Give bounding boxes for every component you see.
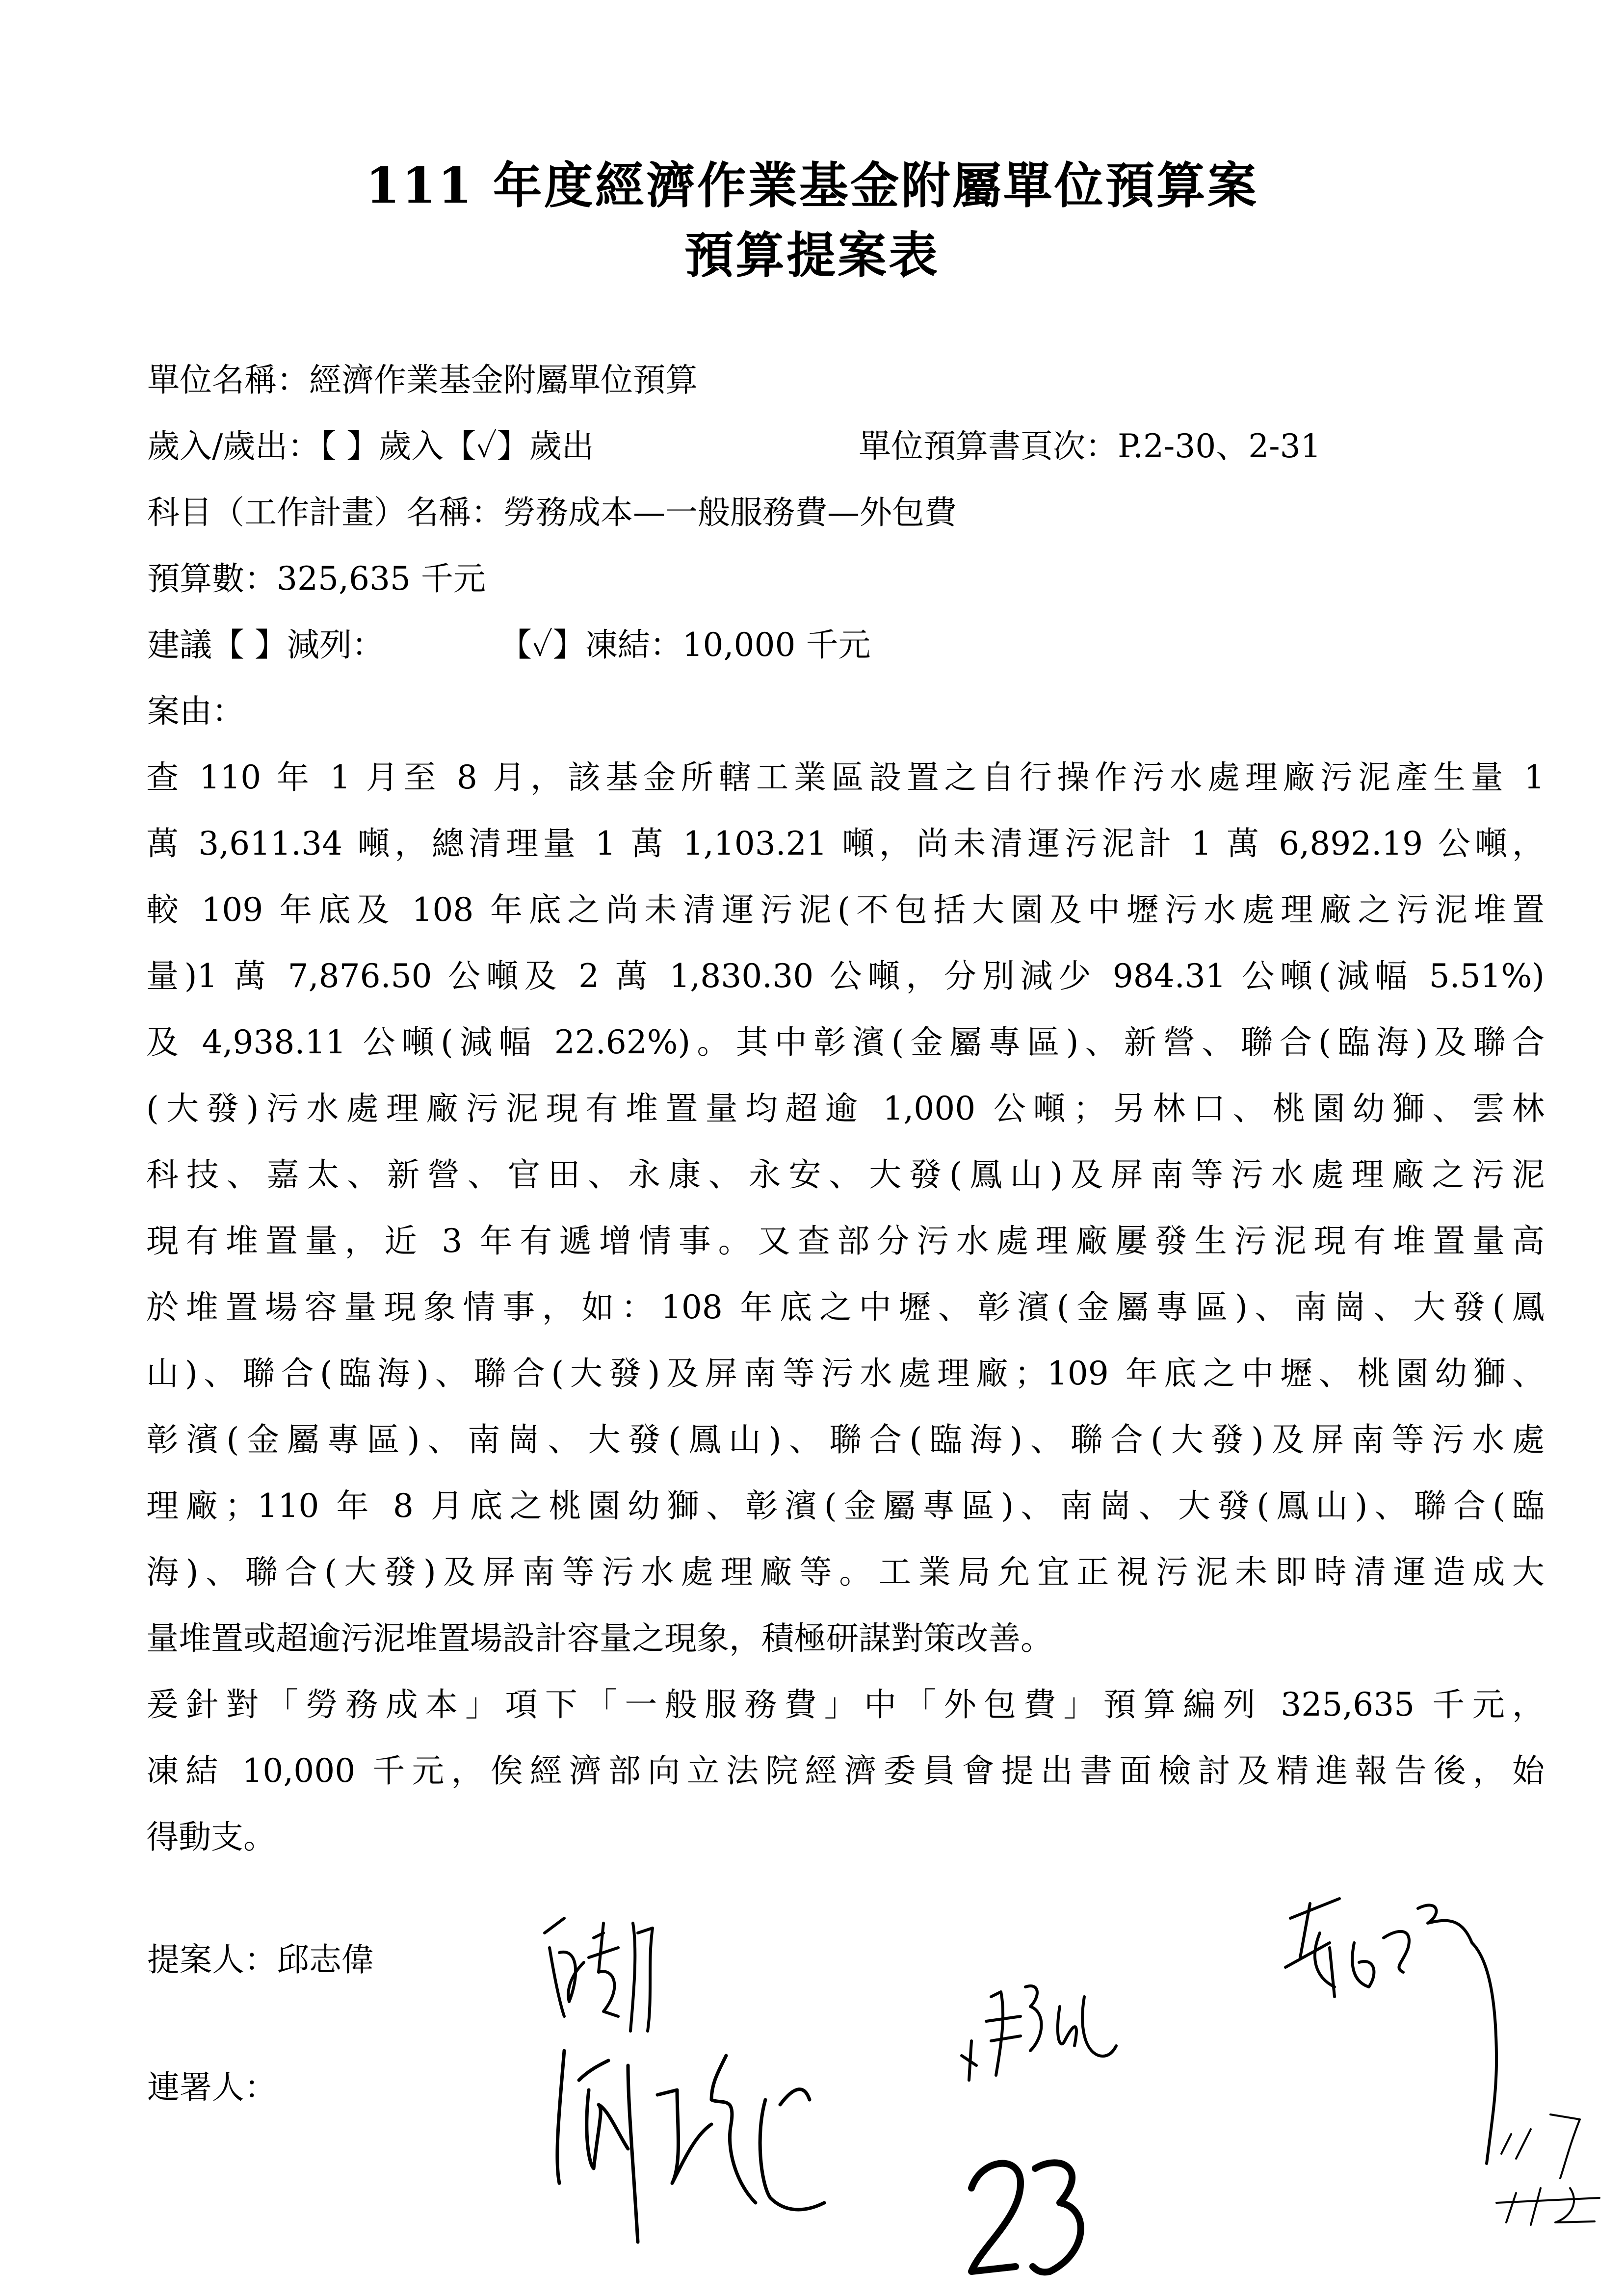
- proposal-freeze-field: 【✓】凍結：10,000 千元: [499, 626, 871, 664]
- proposal-cut-field: 建議【 】減列：: [147, 626, 384, 664]
- reason-line: 於堆置場容量現象情事，如：108 年底之中壢、彰濱(金屬專區)、南崗、大發(鳳: [146, 1288, 1545, 1326]
- reason-line: 萬 3,611.34 噸，總清理量 1 萬 1,103.21 噸，尚未清運污泥計 1 萬 6,892.19 公噸，: [146, 825, 1545, 862]
- proposal-row: [147, 626, 871, 665]
- reason-line: 海)、聯合(大發)及屏南等污水處理廠等。工業局允宜正視污泥未即時清運造成大: [146, 1553, 1545, 1591]
- revenue-expense-row: [147, 427, 1321, 466]
- reason-line: (大發)污水處理廠污泥現有堆置量均超逾 1,000 公噸；另林口、桃園幼獅、雲林: [146, 1090, 1545, 1127]
- signature-cosigner-1: [550, 2036, 942, 2252]
- reason-line: 凍結 10,000 千元，俟經濟部向立法院經濟委員會提出書面檢討及精進報告後，始: [146, 1752, 1545, 1790]
- handwritten-page-number: [962, 2149, 1089, 2286]
- reason-line: 理廠；110 年 8 月底之桃園幼獅、彰濱(金屬專區)、南崗、大發(鳳山)、聯合(臨: [146, 1487, 1545, 1525]
- handwritten-margin-numbers: [1482, 2105, 1609, 2232]
- reason-line: 科技、嘉太、新營、官田、永康、永安、大發(鳳山)及屏南等污水處理廠之污泥: [146, 1156, 1545, 1194]
- revenue-expense-field: 歲入/歲出：【 】歲入【✓】歲出: [147, 427, 594, 465]
- reason-line: 量)1 萬 7,876.50 公噸及 2 萬 1,830.30 公噸，分別減少 984.31 公噸(減幅 5.51%): [146, 957, 1545, 995]
- proposer-label: 提案人：邱志偉: [147, 1941, 374, 1979]
- cosigner-label: 連署人：: [147, 2068, 277, 2106]
- reason-line: 較 109 年底及 108 年底之尚未清運污泥(不包括大園及中壢污水處理廠之污泥堆置: [146, 891, 1545, 929]
- signature-cosigner-2: [957, 1967, 1124, 2085]
- document-title: 111 年度經濟作業基金附屬單位預算案: [366, 157, 1258, 214]
- budget-page-field: 單位預算書頁次：P.2-30、2-31: [859, 427, 1321, 465]
- reason-line: 及 4,938.11 公噸(減幅 22.62%)。其中彰濱(金屬專區)、新營、聯合(臨海)及聯合: [146, 1023, 1545, 1061]
- reason-line: 得動支。: [146, 1818, 276, 1856]
- reason-label: 案由：: [147, 692, 244, 730]
- subject-field: 科目（工作計畫）名稱：勞務成本—一般服務費—外包費: [147, 494, 957, 531]
- reason-line: 查 110 年 1 月至 8 月，該基金所轄工業區設置之自行操作污水處理廠污泥產生量 1: [146, 758, 1545, 796]
- reason-line: 爰針對「勞務成本」項下「一般服務費」中「外包費」預算編列 325,635 千元，: [146, 1686, 1545, 1723]
- unit-name-field: 單位名稱：經濟作業基金附屬單位預算: [147, 361, 698, 399]
- document-subtitle: 預算提案表: [684, 226, 940, 284]
- budget-amount-field: 預算數：325,635 千元: [147, 560, 486, 598]
- reason-line: 現有堆置量，近 3 年有遞增情事。又查部分污水處理廠屢發生污泥現有堆置量高: [146, 1222, 1545, 1260]
- reason-line: 山)、聯合(臨海)、聯合(大發)及屏南等污水處理廠；109 年底之中壢、桃園幼獅、: [146, 1355, 1545, 1392]
- reason-line: 量堆置或超逾污泥堆置場設計容量之現象，積極研謀對策改善。: [146, 1619, 1053, 1657]
- reason-line: 彰濱(金屬專區)、南崗、大發(鳳山)、聯合(臨海)、聯合(大發)及屏南等污水處: [146, 1421, 1545, 1459]
